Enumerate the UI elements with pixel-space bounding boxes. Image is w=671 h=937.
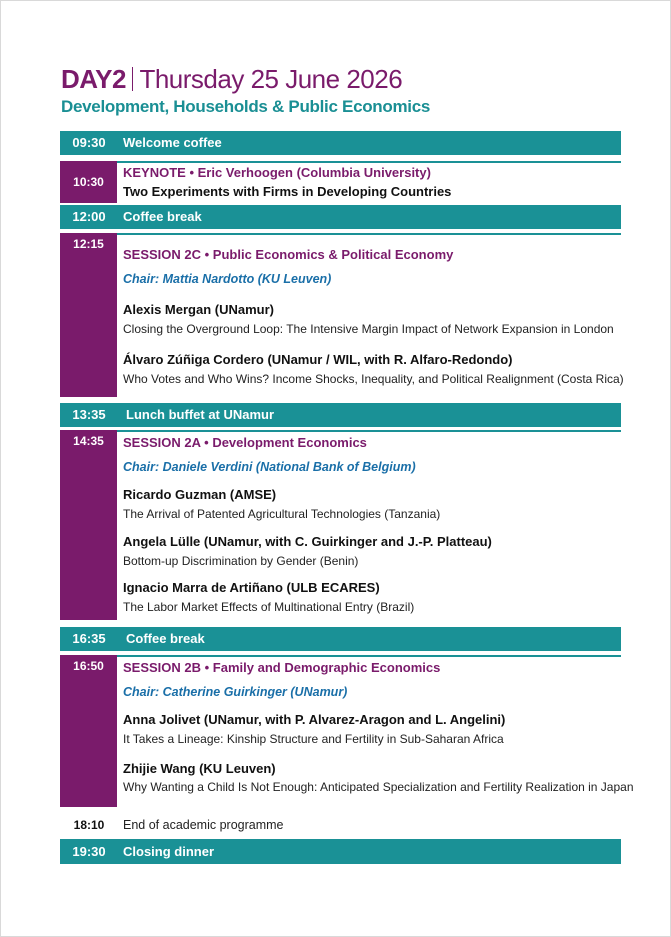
time-column-session-2a	[60, 430, 117, 620]
row-label: Coffee break	[126, 631, 205, 646]
talk-speaker: Ignacio Marra de Artiñano (ULB ECARES)	[123, 580, 380, 595]
end-of-programme-label: End of academic programme	[123, 818, 284, 832]
session-chair: Chair: Catherine Guirkinger (UNamur)	[123, 685, 348, 699]
row-divider	[117, 430, 621, 432]
row-time: 19:30	[72, 844, 106, 859]
row-divider	[117, 161, 621, 163]
keynote-talk-title: Two Experiments with Firms in Developing Countries	[123, 184, 452, 199]
row-time: 09:30	[72, 135, 106, 150]
row-time: 10:30	[73, 175, 104, 189]
row-divider	[117, 655, 621, 657]
keynote-title: KEYNOTE • Eric Verhoogen (Columbia University)	[123, 165, 431, 180]
row-label: Closing dinner	[123, 844, 214, 859]
talk-paper-title: Why Wanting a Child Is Not Enough: Anticipated Specialization and Fertility Realization in Japan	[123, 780, 634, 794]
talk-speaker: Zhijie Wang (KU Leuven)	[123, 761, 276, 776]
time-column-session-2b	[60, 655, 117, 807]
row-time: 16:35	[72, 631, 106, 646]
talk-paper-title: The Labor Market Effects of Multinational Entry (Brazil)	[123, 600, 415, 614]
row-divider	[117, 233, 621, 235]
page-title	[61, 64, 402, 95]
schedule-row-coffee-break-afternoon	[60, 627, 621, 651]
session-chair: Chair: Mattia Nardotto (KU Leuven)	[123, 272, 332, 286]
talk-speaker: Álvaro Zúñiga Cordero (UNamur / WIL, with R. Alfaro-Redondo)	[123, 352, 513, 367]
session-title: SESSION 2A • Development Economics	[123, 435, 367, 450]
row-time: 18:10	[73, 818, 105, 832]
day-label: DAY2	[61, 64, 126, 94]
schedule-row-lunch	[60, 403, 621, 427]
row-time: 12:00	[72, 209, 106, 224]
schedule-row-closing-dinner	[60, 839, 621, 864]
day-date: Thursday 25 June 2026	[139, 64, 403, 94]
row-time: 16:50	[73, 659, 104, 673]
title-separator	[132, 67, 134, 91]
talk-paper-title: The Arrival of Patented Agricultural Technologies (Tanzania)	[123, 507, 441, 521]
talk-paper-title: Bottom-up Discrimination by Gender (Benin)	[123, 554, 359, 568]
row-label: Welcome coffee	[123, 135, 222, 150]
session-chair: Chair: Daniele Verdini (National Bank of Belgium)	[123, 460, 416, 474]
row-label: Coffee break	[123, 209, 202, 224]
talk-paper-title: Closing the Overground Loop: The Intensive Margin Impact of Network Expansion in London	[123, 322, 614, 336]
schedule-row-welcome-coffee	[60, 131, 621, 155]
row-time: 12:15	[73, 237, 104, 251]
talk-speaker: Angela Lülle (UNamur, with C. Guirkinger and J.-P. Platteau)	[123, 534, 492, 549]
row-time: 13:35	[72, 407, 106, 422]
time-column-session-2c	[60, 233, 117, 397]
talk-speaker: Alexis Mergan (UNamur)	[123, 302, 274, 317]
schedule-row-coffee-break	[60, 205, 621, 229]
time-column-keynote	[60, 161, 117, 203]
row-time: 14:35	[73, 434, 104, 448]
talk-paper-title: Who Votes and Who Wins? Income Shocks, Inequality, and Political Realignment (Costa Rica)	[123, 372, 624, 386]
talk-speaker: Ricardo Guzman (AMSE)	[123, 487, 277, 502]
row-label: Lunch buffet at UNamur	[126, 407, 275, 422]
session-title: SESSION 2C • Public Economics & Political Economy	[123, 247, 454, 262]
talk-paper-title: It Takes a Lineage: Kinship Structure and Fertility in Sub-Saharan Africa	[123, 732, 504, 746]
day-theme: Development, Households & Public Economics	[61, 97, 431, 116]
session-title: SESSION 2B • Family and Demographic Economics	[123, 660, 441, 675]
talk-speaker: Anna Jolivet (UNamur, with P. Alvarez-Aragon and L. Angelini)	[123, 712, 506, 727]
